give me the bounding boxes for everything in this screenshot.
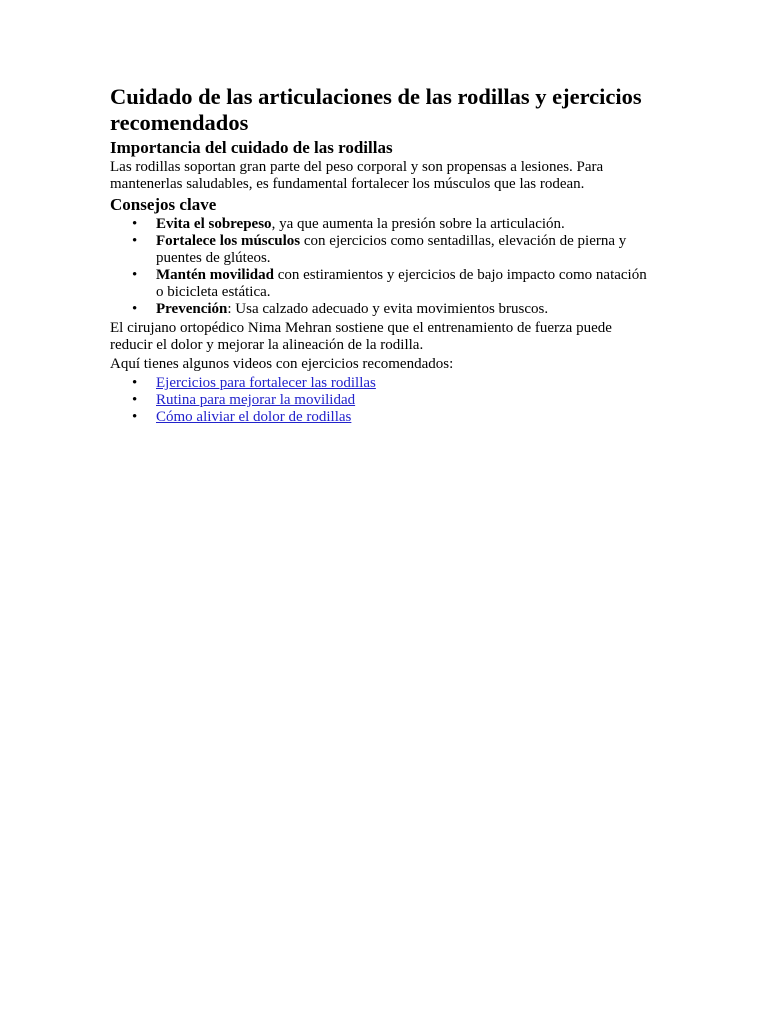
list-item	[132, 267, 650, 301]
expert-paragraph: El cirujano ortopédico Nima Mehran sostiene que el entrenamiento de fuerza puede reducir el dolor y mejorar la alineación de la rodilla.	[110, 320, 612, 353]
bullet-icon: •	[132, 392, 138, 408]
video-link-strengthen[interactable]: Ejercicios para fortalecer las rodillas	[156, 375, 376, 391]
tip-bold: Mantén movilidad	[156, 267, 274, 283]
video-link-mobility[interactable]: Rutina para mejorar la movilidad	[156, 392, 356, 408]
bullet-icon: •	[132, 409, 138, 425]
tip-bold: Fortalece los músculos	[156, 233, 301, 249]
list-item	[132, 375, 650, 392]
video-link-pain-relief[interactable]: Cómo aliviar el dolor de rodillas	[156, 409, 352, 425]
bullet-icon: •	[132, 233, 138, 249]
tip-text: : Usa calzado adecuado y evita movimientos bruscos.	[227, 301, 549, 317]
tip-bold: Evita el sobrepeso	[156, 216, 272, 232]
document-body	[110, 84, 650, 428]
list-item	[132, 301, 650, 318]
bullet-icon: •	[132, 301, 138, 317]
tip-text: , ya que aumenta la presión sobre la articulación.	[271, 216, 565, 232]
section-heading-tips: Consejos clave	[110, 195, 217, 214]
tips-list	[110, 216, 650, 318]
list-item	[132, 392, 650, 409]
bullet-icon: •	[132, 216, 138, 232]
tip-bold: Prevención	[156, 301, 228, 317]
bullet-icon: •	[132, 267, 138, 283]
importance-paragraph: Las rodillas soportan gran parte del peso corporal y son propensas a lesiones. Para mantenerlas saludables, es fundamental fortalecer los músculos que las rodean.	[110, 159, 604, 192]
tip-text: con ejercicios como sentadillas, elevación de pierna y puentes de glúteos.	[156, 233, 627, 266]
tip-text: con estiramientos y ejercicios de bajo impacto como natación o bicicleta estática.	[156, 267, 647, 300]
section-heading-importance: Importancia del cuidado de las rodillas	[110, 138, 393, 157]
page-title: Cuidado de las articulaciones de las rodillas y ejercicios recomendados	[110, 84, 642, 135]
bullet-icon: •	[132, 375, 138, 391]
list-item	[132, 409, 650, 426]
videos-intro: Aquí tienes algunos videos con ejercicios recomendados:	[110, 356, 454, 372]
list-item	[132, 233, 650, 267]
video-links-list	[110, 375, 650, 426]
list-item	[132, 216, 650, 233]
